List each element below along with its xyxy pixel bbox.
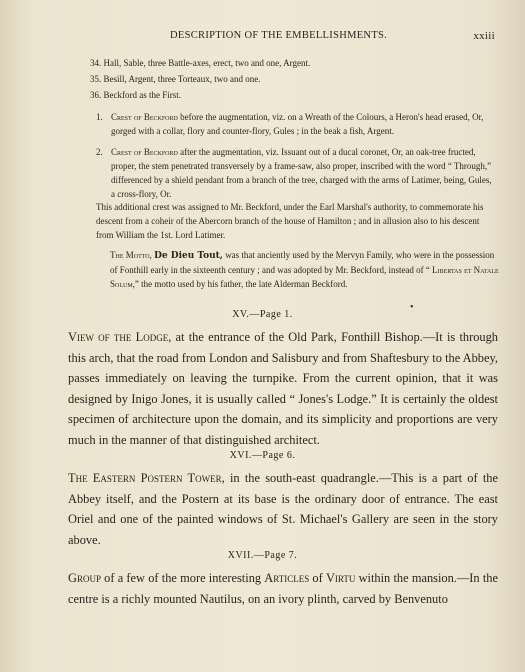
section-text: of (309, 571, 326, 585)
motto-lead: The Motto, (110, 250, 152, 260)
motto-text: De Dieu Tout, (154, 251, 223, 261)
motto-body-1: was that anciently used by the Mervyn Family, who were in the possession of Fonthill early in the sixteenth century ; and was adopted by Mr. Beckford, instead of “ (110, 250, 495, 275)
crest-lead: Crest of Beckford (111, 147, 178, 157)
section-lead: Virtu (325, 571, 356, 585)
section-heading-xvi: XVI.—Page 6. (229, 450, 296, 461)
crest-item-2 (96, 145, 496, 201)
page-speck: • (410, 302, 414, 313)
running-title: DESCRIPTION OF THE EMBELLISHMENTS. (170, 30, 388, 41)
list-item-35: 35. Besill, Argent, three Torteaux, two and one. (90, 74, 261, 84)
crest-number: 1. (96, 112, 103, 122)
additional-crest-paragraph: This additional crest was assigned to Mr. Beckford, under the Earl Marshal's authority, to commemorate his descent from a coheir of the Abercorn branch of the house of Hamilton ; and in allusion also to his descent from William the 1st. Lord Latimer. (96, 202, 484, 240)
section-heading-xvii: XVII.—Page 7. (227, 550, 298, 561)
motto-body-2: ” the motto used by his father, the late Alderman Beckford. (134, 279, 348, 289)
crest-item-1 (96, 110, 496, 138)
section-xv-text (68, 327, 498, 450)
page-number: xxiii (473, 30, 495, 42)
latin-motto: Libertas et Natale Solum, (110, 265, 499, 289)
crest-text (111, 145, 496, 201)
section-text: of a few of the more interesting (100, 571, 265, 585)
section-lead: Group (68, 571, 101, 585)
running-header (0, 30, 525, 44)
crest-list (96, 110, 496, 208)
section-xvii-text (68, 568, 498, 609)
list-item-36: 36. Beckford as the First. (90, 90, 181, 100)
section-lead: The Eastern Postern Tower, (68, 471, 225, 485)
crest-body: before the augmentation, viz. on a Wreath of the Colours, a Heron's head erased, Or, gorged with a collar, flory and counter-flory, Gules ; in the beak a fish, Argent. (111, 112, 484, 136)
section-lead: View of the Lodge, (68, 330, 172, 344)
crest-number: 2. (96, 147, 103, 157)
section-body: at the entrance of the Old Park, Fonthill Bishop.—It is through this arch, that the road from London and Salisbury and from Shaftesbury to the Abbey, passes immediately on leaving the turnpike. From the current opinion, that it was designed by Inigo Jones, it is usually called “ Jones's Lodge.” It is certainly the oldest specimen of architecture upon the domain, and its simplicity and proportions are very much in the manner of that distinguished architect. (68, 330, 498, 447)
section-xvi-text (68, 468, 498, 550)
section-body: in the south-east quadrangle.—This is a part of the Abbey itself, and the Postern at its base is the ordinary door of entrance. The east Oriel and one of the painted windows of St. Michael's Gallery are seen in the story above. (68, 471, 498, 547)
list-item-34: 34. Hall, Sable, three Battle-axes, erect, two and one, Argent. (90, 58, 311, 68)
motto-paragraph (110, 248, 500, 291)
section-lead: Articles (264, 571, 310, 585)
section-body: within the mansion.—In the centre is a richly mounted Nautilus, on an ivory plinth, carved by Benvenuto (68, 571, 498, 606)
crest-lead: Crest of Beckford (111, 112, 178, 122)
crest-body: after the augmentation, viz. Issuant out of a ducal coronet, Or, an oak-tree fructed, proper, the stem penetrated transversely by a frame-saw, also proper, inscribed with the word “ Through,” differenced by a shield pendant from a branch of the tree, charged with the arms of Latimer, being, Gules, a cross-flory, Or. (111, 147, 492, 199)
crest-text (111, 110, 496, 138)
section-heading-xv: XV.—Page 1. (232, 309, 293, 320)
